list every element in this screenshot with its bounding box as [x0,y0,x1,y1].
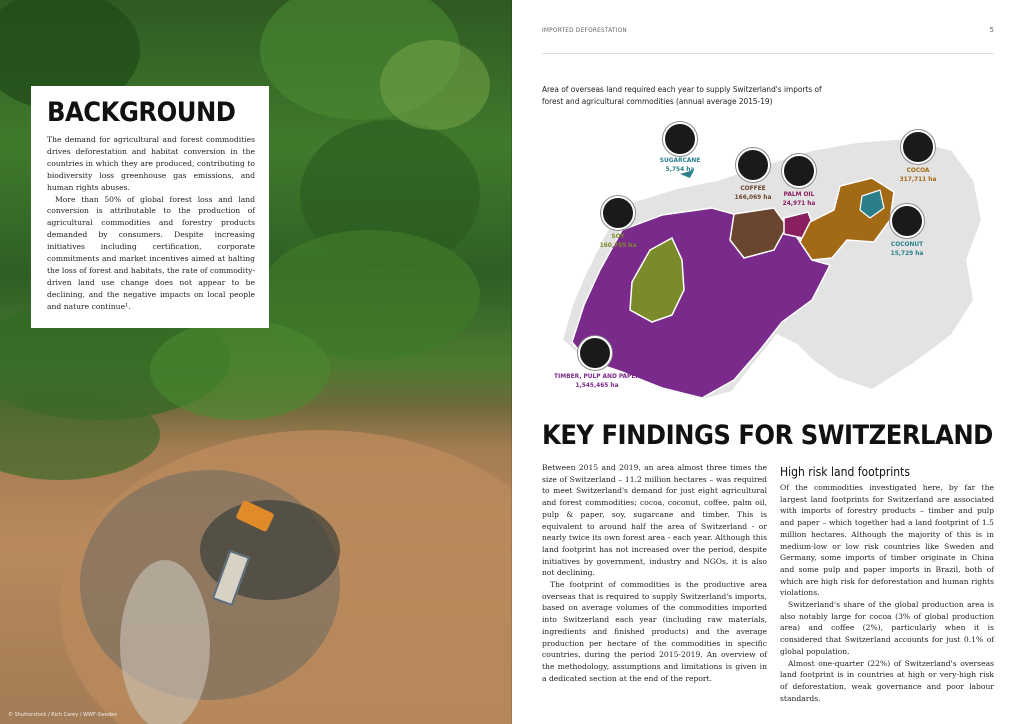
coffee-label: COFFEE 166,069 ha [734,184,772,201]
body-paragraph: Of the commodities investigated here, by far the largest land footprints for Switzerland are associated with imports of forestry products – timber and pulp and paper – which together had a land footprint of 1.5 million hectares. Although the majority of this is in medium-low or low risk countries like Sweden and Germany, some imports of timber originate in China and some pulp and paper imports in Brazil, both of which are high risk for deforestation and human rights violations. [780,483,994,598]
page-number: 5 [989,26,994,34]
body-paragraph: The footprint of commodities is the productive area overseas that is required to supply Switzerland's imports, based on average volumes of the commodities imported into Switzerland each year (including raw materials, ingredients and finished products) and the average production per hectare of the commodities in specific countries, during the period 2015-2019. An overview of the methodology, assumptions and limitations is given in a dedicated section at the end of the report. [542,580,767,683]
sugarcane-icon [663,122,697,156]
body-paragraph: Between 2015 and 2019, an area almost three times the size of Switzerland – 11.2 million hectares – was required to meet Switzerland's demand for just eight agricultural and forest commodities; cocoa, coconut, coffee, palm oil, pulp & paper, soy, sugarcane and timber. This is equivalent to around half the area of Switzerland - or nearly twice its own forest area - each year. Although this land footprint has not increased over the period, despite initiatives by government, industry and NGOs, it is also not declining. [542,463,767,578]
key-findings-column-1 [542,462,767,684]
body-paragraph: Switzerland's share of the global production area is also notably large for cocoa (3% of global production area) and coffee (2%), particularly when it is considered that Switzerland accounts for just 0.1% of global population. [780,600,994,656]
body-paragraph: Almost one-quarter (22%) of Switzerland's overseas land footprint is in countries at high or very-high risk of deforestation, weak governance and poor labour standards. [780,658,994,703]
cocoa-label: COCOA 317,711 ha [899,166,937,183]
background-paragraph: The demand for agricultural and forest commodities drives deforestation and habitat conversion in the countries in which they are produced, contributing to biodiversity loss greenhouse gas emissions, and human rights abuses. [47,135,255,192]
switzerland-footprint-map [512,110,1024,410]
palm-oil-label: PALM OIL 24,971 ha [782,190,816,207]
coffee-icon [736,148,770,182]
soy-icon [601,196,635,230]
key-findings-title: KEY FINDINGS FOR SWITZERLAND [542,420,993,451]
map-caption: Area of overseas land required each year to supply Switzerland's imports of forest and agricultural commodities (annual average 2015-19) [542,84,822,106]
photo-credit: © Shutterstock / Rich Carey / WWF-Sweden [8,712,118,718]
timber-icon [578,336,612,370]
cocoa-icon [901,130,935,164]
key-findings-column-2 [780,464,994,704]
coconut-icon [890,204,924,238]
high-risk-heading: High risk land footprints [780,465,910,479]
background-text [47,134,255,313]
right-page [512,0,1024,724]
background-title: BACKGROUND [47,97,236,128]
background-paragraph: More than 50% of global forest loss and land conversion is attributable to the production of agricultural commodities and forestry products demanded by consumers. Despite increasing initiatives including certification, corporate commitments and market incentives aimed at halting the loss of forest and habitats, the rate of commodity-driven land use change does not appear to be declining, and the negative impacts on local people and nature continue¹. [47,194,255,311]
background-box [31,86,269,328]
running-header: IMPORTED DEFORESTATION [542,26,627,34]
palm-oil-icon [782,154,816,188]
soy-label: SOY 160,755 ha [599,232,637,249]
header-divider [542,53,994,54]
sugarcane-label: SUGARCANE 5,754 ha [659,156,701,173]
timber-label: TIMBER, PULP AND PAPER 1,545,465 ha [554,372,640,389]
coconut-label: COCONUT 15,729 ha [890,240,924,257]
